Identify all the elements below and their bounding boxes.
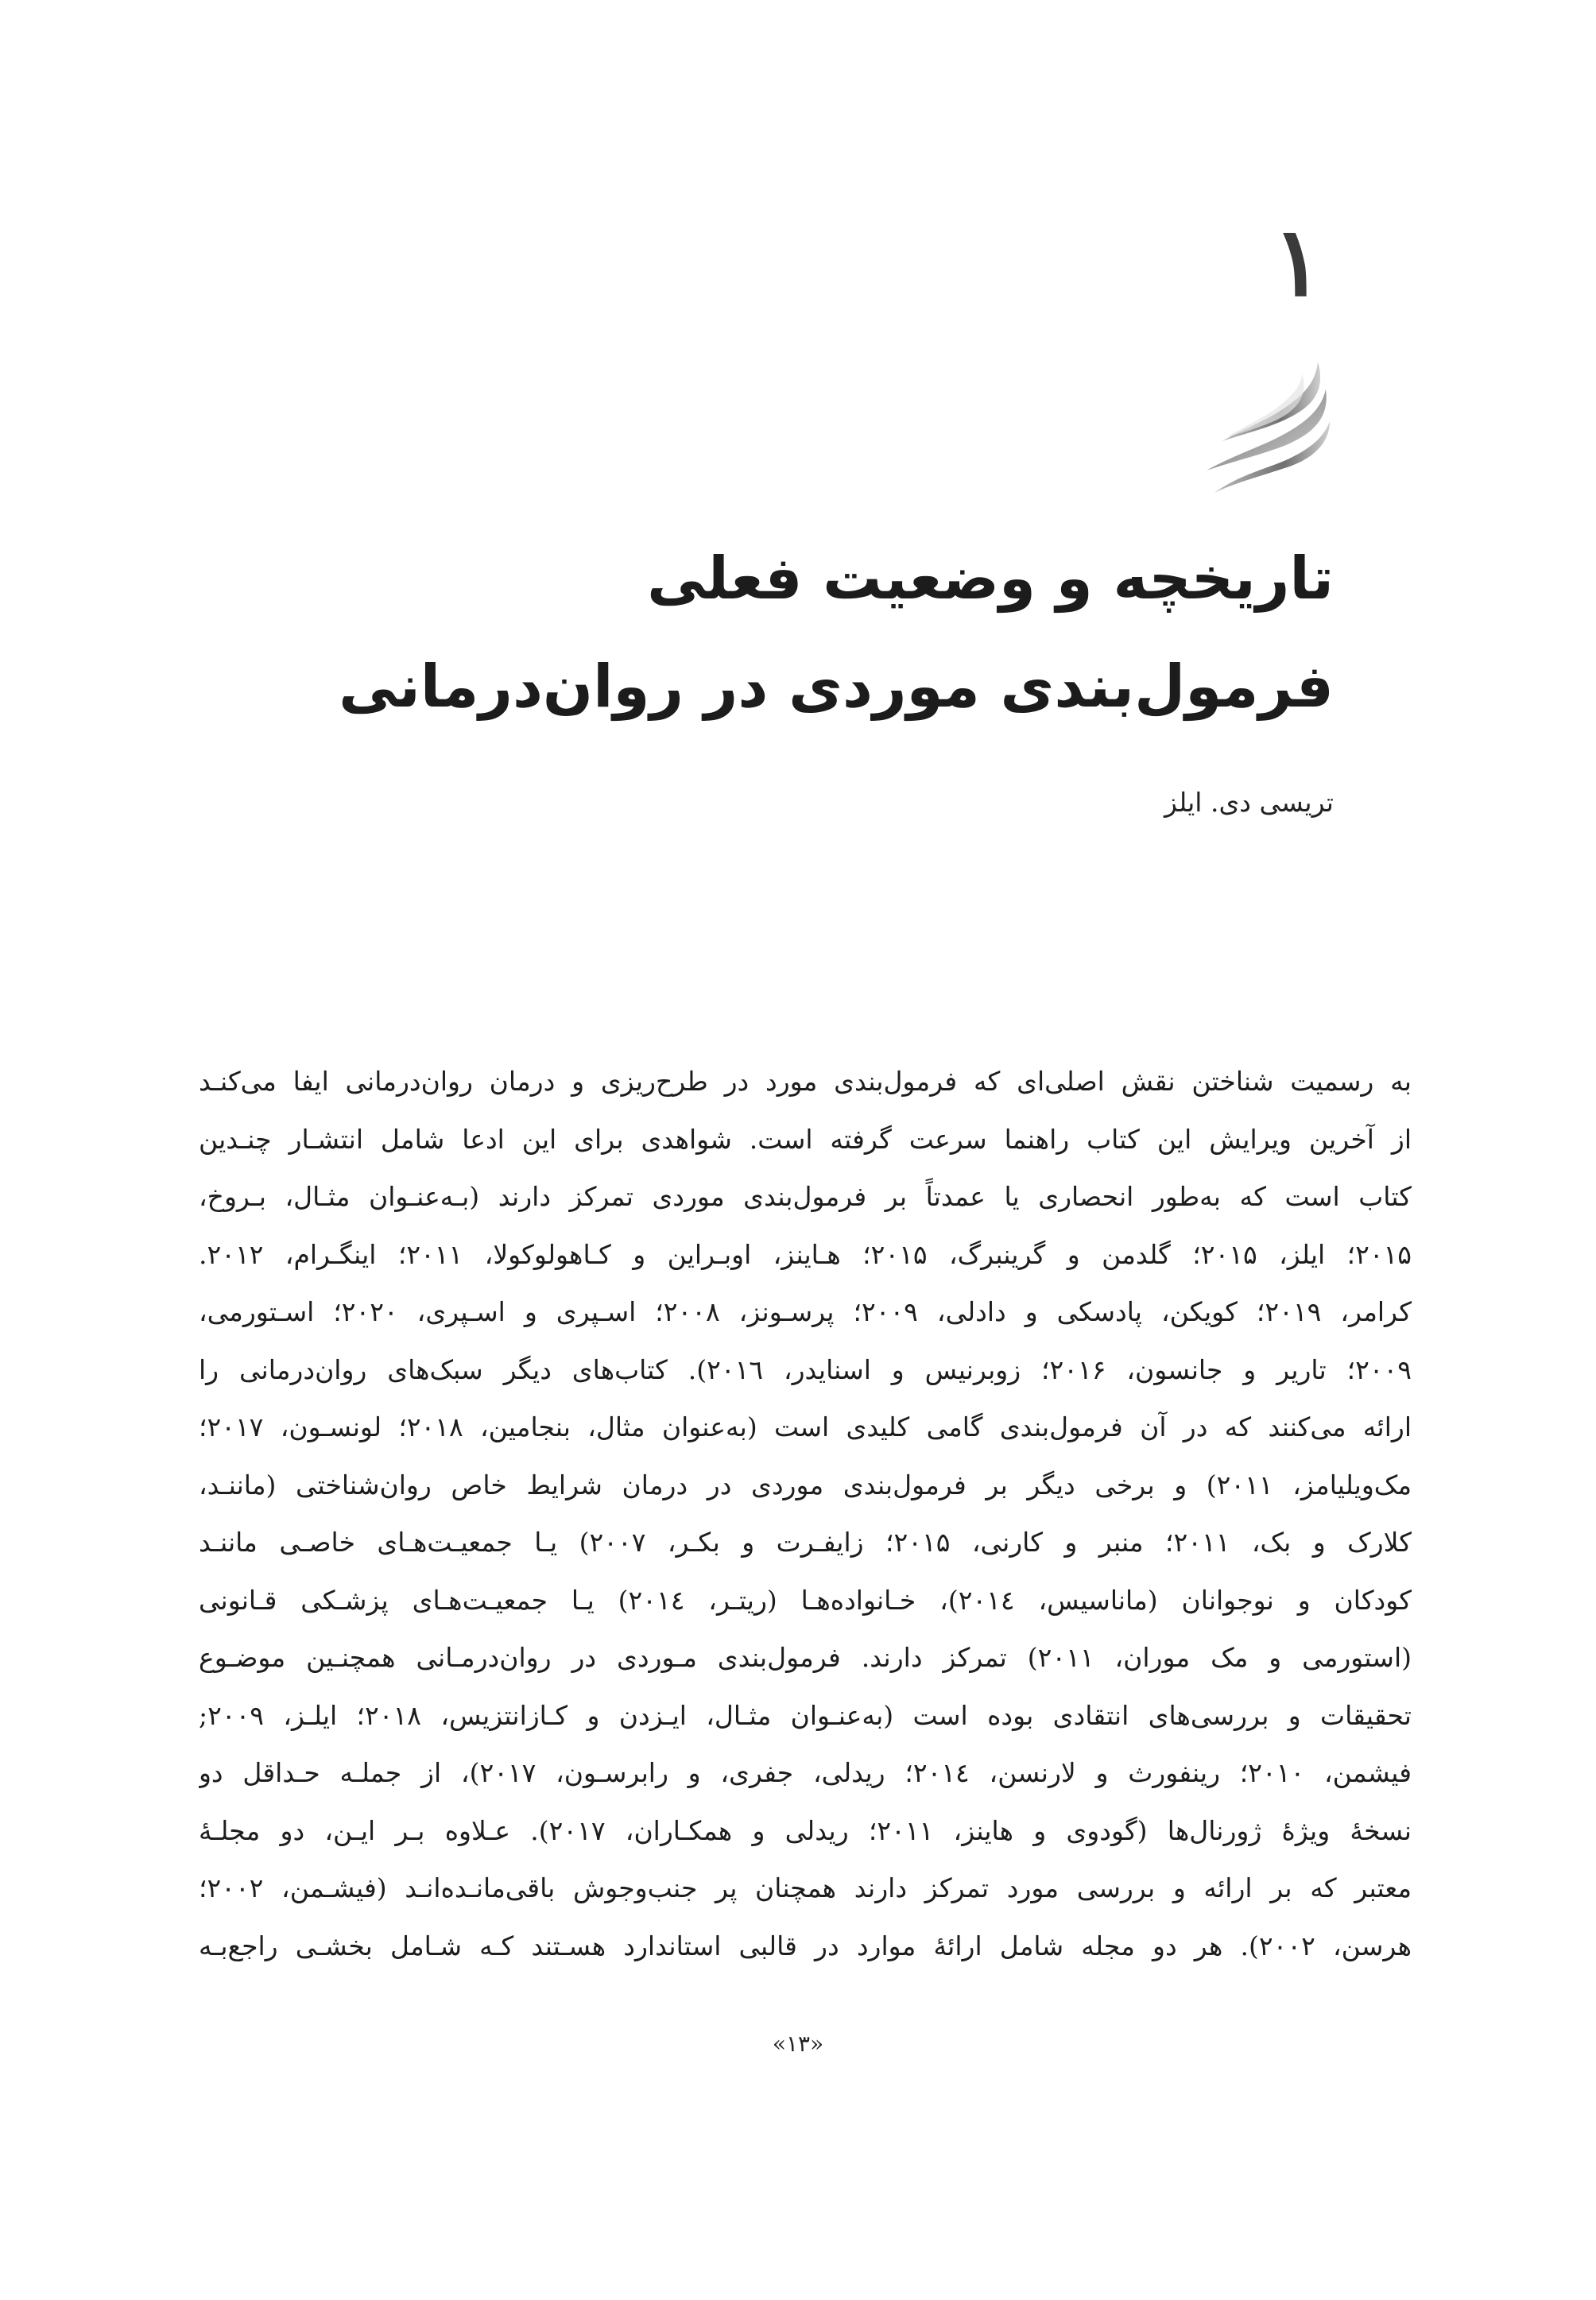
chapter-number: ۱ [1272,206,1324,318]
body-line: از آخرین ویرایش این کتاب راهنما سرعت گرفته است. شواهدی برای این ادعا شامل انتشـار چنـدین [199,1123,1412,1155]
body-line: کرامر، ۲۰۱۹؛ کویکن، پادسکی و دادلی، ۲۰۰۹؛ پرسـونز، ۲۰۰۸؛ اسـپری و اسـپری، ۲۰۲۰؛ اسـتورمی، [199,1296,1412,1327]
body-line: کلارک و بک، ۲۰۱۱؛ منبر و کارنی، ۲۰۱۵؛ زایفـرت و بکـر، ۲۰۰۷) یـا جمعیـت‌هـای خاصـی ماننـد [199,1527,1412,1558]
body-line: ارائه می‌کنند که در آن فرمول‌بندی گامی کلیدی است (به‌عنوان مثال، بنجامین، ۲۰۱۸؛ لونسـون، ۲۰۱۷؛ [199,1411,1412,1442]
chapter-title [221,525,1334,741]
body-line: به رسمیت شناختن نقش اصلی‌ای که فرمول‌بندی مورد در طرح‌ریزی و درمان روان‌درمانی ایفا می‌کنـد [199,1066,1412,1097]
body-line: فیشمن، ۲۰۱۰؛ رینفورث و لارنسن، ۲۰۱٤؛ ریدلی، جفری، و رابرسـون، ۲۰۱۷)، از جملـه حـداقل دو [199,1757,1412,1788]
chapter-title-line: فرمول‌بندی موردی در روان‌درمانی [339,652,1334,721]
body-line: نسخهٔ ویژهٔ ژورنال‌ها (گودوی و هاینز، ۲۰۱۱؛ ریدلی و همکـاران، ۲۰۱۷). عـلاوه بـر ایـن، دو مجلـهٔ [199,1814,1412,1846]
chapter-ornament-icon [1199,358,1334,497]
body-paragraph [199,1053,1412,1975]
body-line: هرسن، ۲۰۰۲). هر دو مجله شامل ارائهٔ موارد در قالبی استاندارد هسـتند کـه شـامل بخشـی راجع‌بـه [199,1930,1412,1961]
chapter-title-line: تاریخچه و وضعیت فعلی [647,544,1334,613]
body-line: ۲۰۱۵؛ ایلز، ۲۰۱۵؛ گلدمن و گرینبرگ، ۲۰۱۵؛ هـاینز، اوبـراین و کـاهولوکولا، ۲۰۱۱؛ اینگـرام، ۲۰۱۲. [199,1238,1412,1270]
body-line: مک‌ویلیامز، ۲۰۱۱) و برخی دیگر بر فرمول‌بندی موردی در درمان شرایط خاص روان‌شناختی (ماننـد، [199,1469,1412,1500]
body-line: تحقیقات و بررسی‌های انتقادی بوده است (به‌عنـوان مثـال، ایـزدن و کـازانتزیس، ۲۰۱۸؛ ایلـز، ۲۰۰۹; [199,1699,1412,1731]
author-name: تریسی دی. ایلز [1164,787,1334,818]
body-line: معتبر که بر ارائه و بررسی مورد تمرکز دارند همچنان پر جنب‌وجوش باقی‌مانـده‌انـد (فیشـمن، ۲۰۰۲؛ [199,1872,1412,1903]
body-line: (استورمی و مک موران، ۲۰۱۱) تمرکز دارند. فرمول‌بندی مـوردی در روان‌درمـانی همچنـین موضـوع [199,1642,1412,1673]
page-number: «۱۳» [772,2031,824,2057]
body-line: کتاب است که به‌طور انحصاری یا عمدتاً بر فرمول‌بندی موردی تمرکز دارند (بـه‌عنـوان مثـال، بـروخ، [199,1181,1412,1212]
body-line: ۲۰۰۹؛ تاریر و جانسون، ۲۰۱۶؛ زوبرنیس و اسنایدر، ۲۰۱٦). کتاب‌های دیگر سبک‌های روان‌درمانی را [199,1353,1412,1385]
body-line: کودکان و نوجوانان (ماناسیس، ۲۰۱٤)، خـانواده‌هـا (ریتـر، ۲۰۱٤) یـا جمعیـت‌هـای پزشـکی قـانونی [199,1584,1412,1616]
